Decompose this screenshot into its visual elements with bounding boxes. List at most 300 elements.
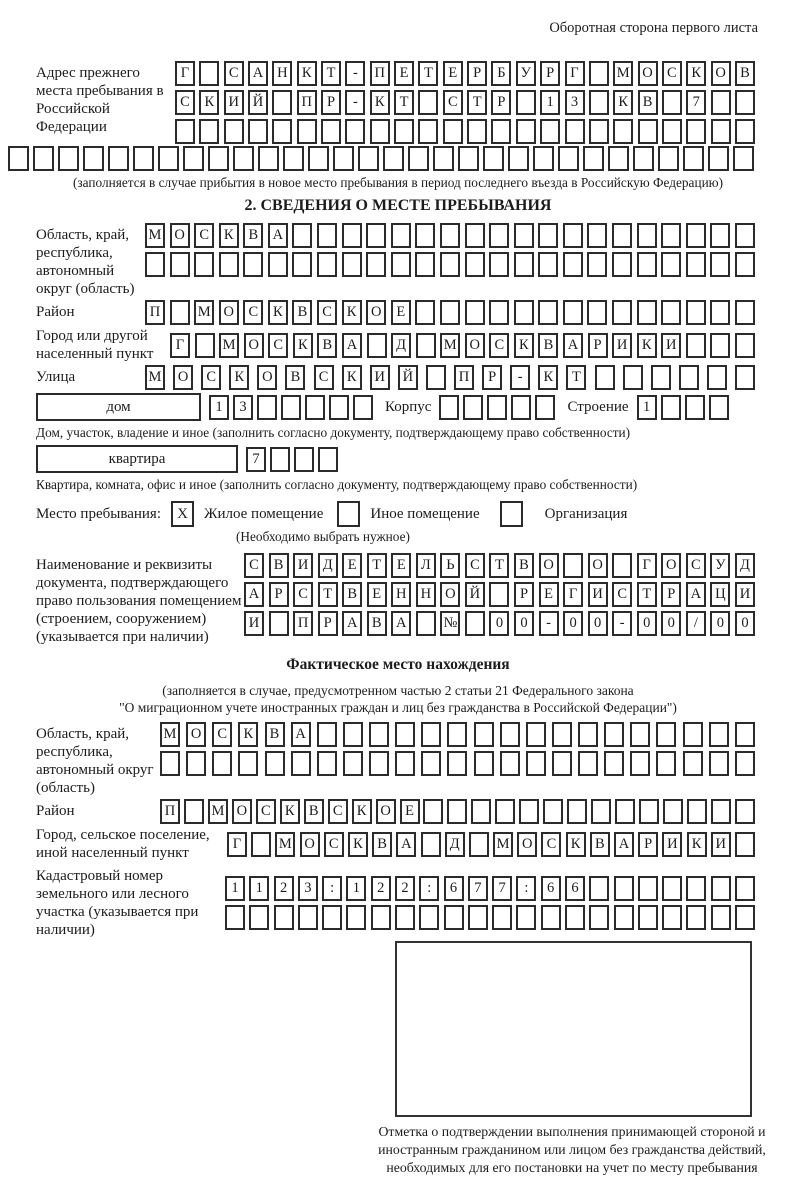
char-cell[interactable]: Е bbox=[443, 61, 463, 86]
char-cell[interactable]: С bbox=[662, 61, 682, 86]
char-cell[interactable] bbox=[415, 300, 435, 325]
char-cell[interactable]: К bbox=[370, 90, 390, 115]
char-cell[interactable]: 0 bbox=[588, 611, 608, 636]
char-cell[interactable] bbox=[233, 146, 254, 171]
char-cell[interactable] bbox=[458, 146, 479, 171]
char-cell[interactable] bbox=[661, 223, 681, 248]
char-cell[interactable] bbox=[656, 751, 676, 776]
char-cell[interactable]: К bbox=[342, 300, 362, 325]
char-cell[interactable] bbox=[533, 146, 554, 171]
char-cell[interactable] bbox=[183, 146, 204, 171]
char-cell[interactable] bbox=[656, 722, 676, 747]
char-cell[interactable]: Ц bbox=[710, 582, 730, 607]
char-cell[interactable]: О bbox=[465, 333, 485, 358]
char-cell[interactable] bbox=[415, 223, 435, 248]
char-cell[interactable]: 6 bbox=[541, 876, 561, 901]
char-cell[interactable] bbox=[415, 252, 435, 277]
char-cell[interactable] bbox=[199, 61, 219, 86]
char-cell[interactable]: Е bbox=[400, 799, 420, 824]
char-cell[interactable] bbox=[514, 223, 534, 248]
char-cell[interactable] bbox=[292, 223, 312, 248]
char-cell[interactable] bbox=[663, 799, 683, 824]
char-cell[interactable] bbox=[421, 722, 441, 747]
char-cell[interactable] bbox=[604, 751, 624, 776]
char-cell[interactable] bbox=[514, 300, 534, 325]
char-cell[interactable] bbox=[578, 751, 598, 776]
char-cell[interactable] bbox=[447, 722, 467, 747]
char-cell[interactable] bbox=[526, 751, 546, 776]
char-cell[interactable] bbox=[540, 119, 560, 144]
char-cell[interactable]: М bbox=[194, 300, 214, 325]
char-cell[interactable]: А bbox=[391, 611, 411, 636]
char-cell[interactable]: Е bbox=[394, 61, 414, 86]
char-cell[interactable] bbox=[686, 119, 706, 144]
char-cell[interactable] bbox=[637, 300, 657, 325]
char-cell[interactable]: Е bbox=[367, 582, 387, 607]
char-cell[interactable]: - bbox=[510, 365, 530, 390]
char-cell[interactable] bbox=[614, 876, 634, 901]
char-cell[interactable] bbox=[651, 365, 671, 390]
char-cell[interactable]: М bbox=[219, 333, 239, 358]
char-cell[interactable]: В bbox=[735, 61, 755, 86]
char-cell[interactable] bbox=[343, 722, 363, 747]
char-cell[interactable]: О bbox=[170, 223, 190, 248]
char-cell[interactable] bbox=[257, 395, 277, 420]
char-cell[interactable] bbox=[638, 876, 658, 901]
char-cell[interactable] bbox=[160, 751, 180, 776]
char-cell[interactable] bbox=[345, 119, 365, 144]
char-cell[interactable] bbox=[272, 119, 292, 144]
char-cell[interactable]: С bbox=[686, 553, 706, 578]
char-cell[interactable]: : bbox=[419, 876, 439, 901]
char-cell[interactable]: 3 bbox=[298, 876, 318, 901]
char-cell[interactable] bbox=[662, 905, 682, 930]
char-cell[interactable]: А bbox=[291, 722, 311, 747]
char-cell[interactable] bbox=[83, 146, 104, 171]
char-cell[interactable] bbox=[608, 146, 629, 171]
char-cell[interactable] bbox=[541, 905, 561, 930]
char-cell[interactable] bbox=[33, 146, 54, 171]
char-cell[interactable] bbox=[219, 252, 239, 277]
char-cell[interactable] bbox=[683, 722, 703, 747]
char-cell[interactable] bbox=[395, 722, 415, 747]
char-cell[interactable] bbox=[614, 905, 634, 930]
char-cell[interactable]: С bbox=[541, 832, 561, 857]
char-cell[interactable]: Т bbox=[467, 90, 487, 115]
char-cell[interactable]: Т bbox=[367, 553, 387, 578]
char-cell[interactable]: И bbox=[661, 333, 681, 358]
char-cell[interactable] bbox=[612, 252, 632, 277]
char-cell[interactable]: 0 bbox=[637, 611, 657, 636]
char-cell[interactable] bbox=[447, 751, 467, 776]
char-cell[interactable] bbox=[735, 252, 755, 277]
char-cell[interactable]: 7 bbox=[492, 876, 512, 901]
char-cell[interactable] bbox=[630, 751, 650, 776]
char-cell[interactable] bbox=[578, 722, 598, 747]
char-cell[interactable] bbox=[661, 252, 681, 277]
char-cell[interactable] bbox=[358, 146, 379, 171]
char-cell[interactable] bbox=[589, 61, 609, 86]
char-cell[interactable] bbox=[508, 146, 529, 171]
char-cell[interactable]: И bbox=[612, 333, 632, 358]
char-cell[interactable]: 6 bbox=[444, 876, 464, 901]
char-cell[interactable] bbox=[589, 876, 609, 901]
char-cell[interactable]: Е bbox=[539, 582, 559, 607]
char-cell[interactable]: 3 bbox=[565, 90, 585, 115]
char-cell[interactable]: 0 bbox=[661, 611, 681, 636]
char-cell[interactable]: К bbox=[199, 90, 219, 115]
char-cell[interactable]: К bbox=[297, 61, 317, 86]
char-cell[interactable] bbox=[612, 223, 632, 248]
char-cell[interactable] bbox=[194, 252, 214, 277]
char-cell[interactable] bbox=[687, 799, 707, 824]
char-cell[interactable]: О bbox=[539, 553, 559, 578]
char-cell[interactable] bbox=[483, 146, 504, 171]
char-cell[interactable]: О bbox=[232, 799, 252, 824]
char-cell[interactable] bbox=[735, 223, 755, 248]
char-cell[interactable]: И bbox=[711, 832, 731, 857]
char-cell[interactable] bbox=[709, 751, 729, 776]
char-cell[interactable] bbox=[333, 146, 354, 171]
char-cell[interactable]: Р bbox=[661, 582, 681, 607]
char-cell[interactable] bbox=[366, 252, 386, 277]
char-cell[interactable] bbox=[589, 905, 609, 930]
char-cell[interactable] bbox=[662, 119, 682, 144]
char-cell[interactable] bbox=[440, 300, 460, 325]
char-cell[interactable]: В bbox=[269, 553, 289, 578]
char-cell[interactable]: А bbox=[268, 223, 288, 248]
char-cell[interactable] bbox=[353, 395, 373, 420]
char-cell[interactable]: С bbox=[175, 90, 195, 115]
char-cell[interactable] bbox=[711, 876, 731, 901]
char-cell[interactable] bbox=[735, 119, 755, 144]
char-cell[interactable] bbox=[567, 799, 587, 824]
char-cell[interactable] bbox=[416, 333, 436, 358]
char-cell[interactable] bbox=[538, 300, 558, 325]
char-cell[interactable] bbox=[195, 333, 215, 358]
char-cell[interactable]: Р bbox=[467, 61, 487, 86]
char-cell[interactable] bbox=[251, 832, 271, 857]
char-cell[interactable] bbox=[526, 722, 546, 747]
char-cell[interactable] bbox=[370, 119, 390, 144]
char-cell[interactable] bbox=[238, 751, 258, 776]
char-cell[interactable]: О bbox=[300, 832, 320, 857]
char-cell[interactable]: А bbox=[248, 61, 268, 86]
char-cell[interactable]: С bbox=[328, 799, 348, 824]
char-cell[interactable]: Г bbox=[227, 832, 247, 857]
char-cell[interactable] bbox=[707, 365, 727, 390]
char-cell[interactable]: 2 bbox=[395, 876, 415, 901]
char-cell[interactable] bbox=[535, 395, 555, 420]
char-cell[interactable] bbox=[391, 252, 411, 277]
char-cell[interactable]: 1 bbox=[249, 876, 269, 901]
char-cell[interactable]: И bbox=[224, 90, 244, 115]
char-cell[interactable] bbox=[268, 252, 288, 277]
char-cell[interactable] bbox=[298, 905, 318, 930]
char-cell[interactable]: Н bbox=[272, 61, 292, 86]
char-cell[interactable] bbox=[686, 223, 706, 248]
char-cell[interactable]: : bbox=[322, 876, 342, 901]
char-cell[interactable]: Б bbox=[491, 61, 511, 86]
char-cell[interactable]: - bbox=[539, 611, 559, 636]
char-cell[interactable] bbox=[658, 146, 679, 171]
char-cell[interactable]: Д bbox=[391, 333, 411, 358]
char-cell[interactable] bbox=[440, 252, 460, 277]
char-cell[interactable]: В bbox=[638, 90, 658, 115]
char-cell[interactable] bbox=[471, 799, 491, 824]
char-cell[interactable]: Р bbox=[321, 90, 341, 115]
char-cell[interactable] bbox=[367, 333, 387, 358]
char-cell[interactable] bbox=[465, 300, 485, 325]
char-cell[interactable] bbox=[369, 751, 389, 776]
char-cell[interactable]: В bbox=[514, 553, 534, 578]
char-cell[interactable]: Р bbox=[269, 582, 289, 607]
char-cell[interactable] bbox=[709, 722, 729, 747]
char-cell[interactable]: Й bbox=[398, 365, 418, 390]
char-cell[interactable]: В bbox=[285, 365, 305, 390]
char-cell[interactable] bbox=[317, 252, 337, 277]
char-cell[interactable]: О bbox=[173, 365, 193, 390]
char-cell[interactable]: Г bbox=[565, 61, 585, 86]
char-cell[interactable] bbox=[465, 252, 485, 277]
char-cell[interactable] bbox=[519, 799, 539, 824]
char-cell[interactable] bbox=[500, 751, 520, 776]
char-cell[interactable]: С bbox=[256, 799, 276, 824]
char-cell[interactable]: Г bbox=[175, 61, 195, 86]
char-cell[interactable] bbox=[184, 799, 204, 824]
char-cell[interactable]: В bbox=[265, 722, 285, 747]
char-cell[interactable] bbox=[170, 300, 190, 325]
char-cell[interactable] bbox=[294, 447, 314, 472]
char-cell[interactable]: Т bbox=[489, 553, 509, 578]
char-cell[interactable] bbox=[710, 300, 730, 325]
char-cell[interactable]: О bbox=[517, 832, 537, 857]
char-cell[interactable]: Е bbox=[342, 553, 362, 578]
char-cell[interactable]: О bbox=[638, 61, 658, 86]
char-cell[interactable] bbox=[735, 333, 755, 358]
char-cell[interactable] bbox=[711, 799, 731, 824]
char-cell[interactable] bbox=[433, 146, 454, 171]
char-cell[interactable]: С bbox=[268, 333, 288, 358]
char-cell[interactable]: О bbox=[219, 300, 239, 325]
char-cell[interactable] bbox=[249, 905, 269, 930]
char-cell[interactable] bbox=[604, 722, 624, 747]
char-cell[interactable]: М bbox=[208, 799, 228, 824]
char-cell[interactable] bbox=[329, 395, 349, 420]
char-cell[interactable]: Г bbox=[637, 553, 657, 578]
char-cell[interactable]: К bbox=[219, 223, 239, 248]
char-cell[interactable]: С bbox=[212, 722, 232, 747]
char-cell[interactable] bbox=[589, 119, 609, 144]
char-cell[interactable]: Д bbox=[735, 553, 755, 578]
char-cell[interactable]: 0 bbox=[563, 611, 583, 636]
char-cell[interactable] bbox=[735, 832, 755, 857]
char-cell[interactable] bbox=[516, 119, 536, 144]
char-cell[interactable] bbox=[711, 905, 731, 930]
char-cell[interactable]: К bbox=[238, 722, 258, 747]
char-cell[interactable] bbox=[685, 395, 705, 420]
char-cell[interactable]: Р bbox=[491, 90, 511, 115]
char-cell[interactable] bbox=[418, 90, 438, 115]
char-cell[interactable]: А bbox=[614, 832, 634, 857]
char-cell[interactable]: П bbox=[160, 799, 180, 824]
char-cell[interactable]: - bbox=[612, 611, 632, 636]
char-cell[interactable]: Г bbox=[170, 333, 190, 358]
char-cell[interactable] bbox=[395, 751, 415, 776]
char-cell[interactable]: В bbox=[243, 223, 263, 248]
char-cell[interactable]: А bbox=[686, 582, 706, 607]
char-cell[interactable] bbox=[558, 146, 579, 171]
char-cell[interactable]: Л bbox=[416, 553, 436, 578]
char-cell[interactable] bbox=[283, 146, 304, 171]
char-cell[interactable] bbox=[711, 90, 731, 115]
char-cell[interactable]: И bbox=[588, 582, 608, 607]
char-cell[interactable]: Р bbox=[638, 832, 658, 857]
char-cell[interactable]: Р bbox=[540, 61, 560, 86]
char-cell[interactable] bbox=[258, 146, 279, 171]
char-cell[interactable] bbox=[489, 582, 509, 607]
char-cell[interactable]: С bbox=[314, 365, 334, 390]
char-cell[interactable]: К bbox=[538, 365, 558, 390]
char-cell[interactable]: О bbox=[661, 553, 681, 578]
char-cell[interactable]: Т bbox=[394, 90, 414, 115]
char-cell[interactable] bbox=[735, 876, 755, 901]
char-cell[interactable]: П bbox=[293, 611, 313, 636]
char-cell[interactable]: В bbox=[590, 832, 610, 857]
char-cell[interactable]: 0 bbox=[735, 611, 755, 636]
char-cell[interactable]: А bbox=[563, 333, 583, 358]
char-cell[interactable] bbox=[735, 722, 755, 747]
char-cell[interactable] bbox=[346, 905, 366, 930]
char-cell[interactable]: М bbox=[613, 61, 633, 86]
char-cell[interactable]: И bbox=[735, 582, 755, 607]
char-cell[interactable] bbox=[465, 223, 485, 248]
char-cell[interactable] bbox=[735, 751, 755, 776]
char-cell[interactable]: 1 bbox=[637, 395, 657, 420]
organization-checkbox[interactable] bbox=[500, 501, 523, 527]
char-cell[interactable] bbox=[710, 333, 730, 358]
char-cell[interactable]: К bbox=[637, 333, 657, 358]
char-cell[interactable]: В bbox=[304, 799, 324, 824]
char-cell[interactable] bbox=[489, 252, 509, 277]
char-cell[interactable] bbox=[443, 119, 463, 144]
char-cell[interactable]: : bbox=[516, 876, 536, 901]
char-cell[interactable]: И bbox=[293, 553, 313, 578]
char-cell[interactable] bbox=[639, 799, 659, 824]
char-cell[interactable]: М bbox=[145, 223, 165, 248]
char-cell[interactable] bbox=[514, 252, 534, 277]
char-cell[interactable]: В bbox=[342, 582, 362, 607]
char-cell[interactable] bbox=[711, 119, 731, 144]
char-cell[interactable] bbox=[145, 252, 165, 277]
char-cell[interactable]: Е bbox=[391, 300, 411, 325]
char-cell[interactable] bbox=[612, 553, 632, 578]
char-cell[interactable] bbox=[708, 146, 729, 171]
char-cell[interactable] bbox=[487, 395, 507, 420]
char-cell[interactable] bbox=[612, 300, 632, 325]
char-cell[interactable]: Д bbox=[318, 553, 338, 578]
char-cell[interactable] bbox=[491, 119, 511, 144]
char-cell[interactable] bbox=[243, 252, 263, 277]
char-cell[interactable] bbox=[419, 905, 439, 930]
char-cell[interactable] bbox=[225, 905, 245, 930]
char-cell[interactable] bbox=[474, 751, 494, 776]
char-cell[interactable] bbox=[58, 146, 79, 171]
char-cell[interactable] bbox=[516, 905, 536, 930]
char-cell[interactable] bbox=[587, 223, 607, 248]
char-cell[interactable] bbox=[565, 119, 585, 144]
char-cell[interactable] bbox=[394, 119, 414, 144]
char-cell[interactable]: С bbox=[317, 300, 337, 325]
char-cell[interactable]: № bbox=[440, 611, 460, 636]
char-cell[interactable] bbox=[416, 611, 436, 636]
char-cell[interactable]: К bbox=[293, 333, 313, 358]
char-cell[interactable]: В bbox=[367, 611, 387, 636]
char-cell[interactable]: - bbox=[345, 61, 365, 86]
char-cell[interactable]: О bbox=[366, 300, 386, 325]
char-cell[interactable] bbox=[679, 365, 699, 390]
char-cell[interactable]: Ь bbox=[440, 553, 460, 578]
char-cell[interactable] bbox=[317, 722, 337, 747]
char-cell[interactable] bbox=[444, 905, 464, 930]
char-cell[interactable] bbox=[208, 146, 229, 171]
char-cell[interactable]: 1 bbox=[209, 395, 229, 420]
char-cell[interactable]: П bbox=[297, 90, 317, 115]
char-cell[interactable]: У bbox=[710, 553, 730, 578]
char-cell[interactable] bbox=[563, 553, 583, 578]
char-cell[interactable] bbox=[318, 447, 338, 472]
char-cell[interactable] bbox=[538, 223, 558, 248]
char-cell[interactable] bbox=[212, 751, 232, 776]
char-cell[interactable] bbox=[383, 146, 404, 171]
char-cell[interactable] bbox=[292, 252, 312, 277]
char-cell[interactable] bbox=[158, 146, 179, 171]
char-cell[interactable] bbox=[467, 119, 487, 144]
char-cell[interactable]: Т bbox=[318, 582, 338, 607]
char-cell[interactable] bbox=[474, 722, 494, 747]
char-cell[interactable] bbox=[281, 395, 301, 420]
char-cell[interactable]: А bbox=[396, 832, 416, 857]
char-cell[interactable] bbox=[511, 395, 531, 420]
char-cell[interactable]: Е bbox=[391, 553, 411, 578]
char-cell[interactable]: 2 bbox=[274, 876, 294, 901]
char-cell[interactable] bbox=[733, 146, 754, 171]
char-cell[interactable] bbox=[224, 119, 244, 144]
char-cell[interactable] bbox=[170, 252, 190, 277]
char-cell[interactable]: Й bbox=[248, 90, 268, 115]
char-cell[interactable]: Т bbox=[566, 365, 586, 390]
char-cell[interactable]: А bbox=[342, 611, 362, 636]
char-cell[interactable] bbox=[686, 876, 706, 901]
char-cell[interactable] bbox=[175, 119, 195, 144]
char-cell[interactable] bbox=[492, 905, 512, 930]
char-cell[interactable]: К bbox=[280, 799, 300, 824]
char-cell[interactable]: К bbox=[686, 61, 706, 86]
char-cell[interactable] bbox=[552, 751, 572, 776]
char-cell[interactable]: С bbox=[194, 223, 214, 248]
char-cell[interactable] bbox=[408, 146, 429, 171]
char-cell[interactable]: О bbox=[588, 553, 608, 578]
char-cell[interactable]: М bbox=[160, 722, 180, 747]
char-cell[interactable] bbox=[317, 751, 337, 776]
char-cell[interactable]: П bbox=[454, 365, 474, 390]
char-cell[interactable]: С bbox=[443, 90, 463, 115]
char-cell[interactable]: С bbox=[243, 300, 263, 325]
char-cell[interactable]: 0 bbox=[710, 611, 730, 636]
char-cell[interactable] bbox=[265, 751, 285, 776]
char-cell[interactable]: К bbox=[268, 300, 288, 325]
char-cell[interactable]: В bbox=[372, 832, 392, 857]
